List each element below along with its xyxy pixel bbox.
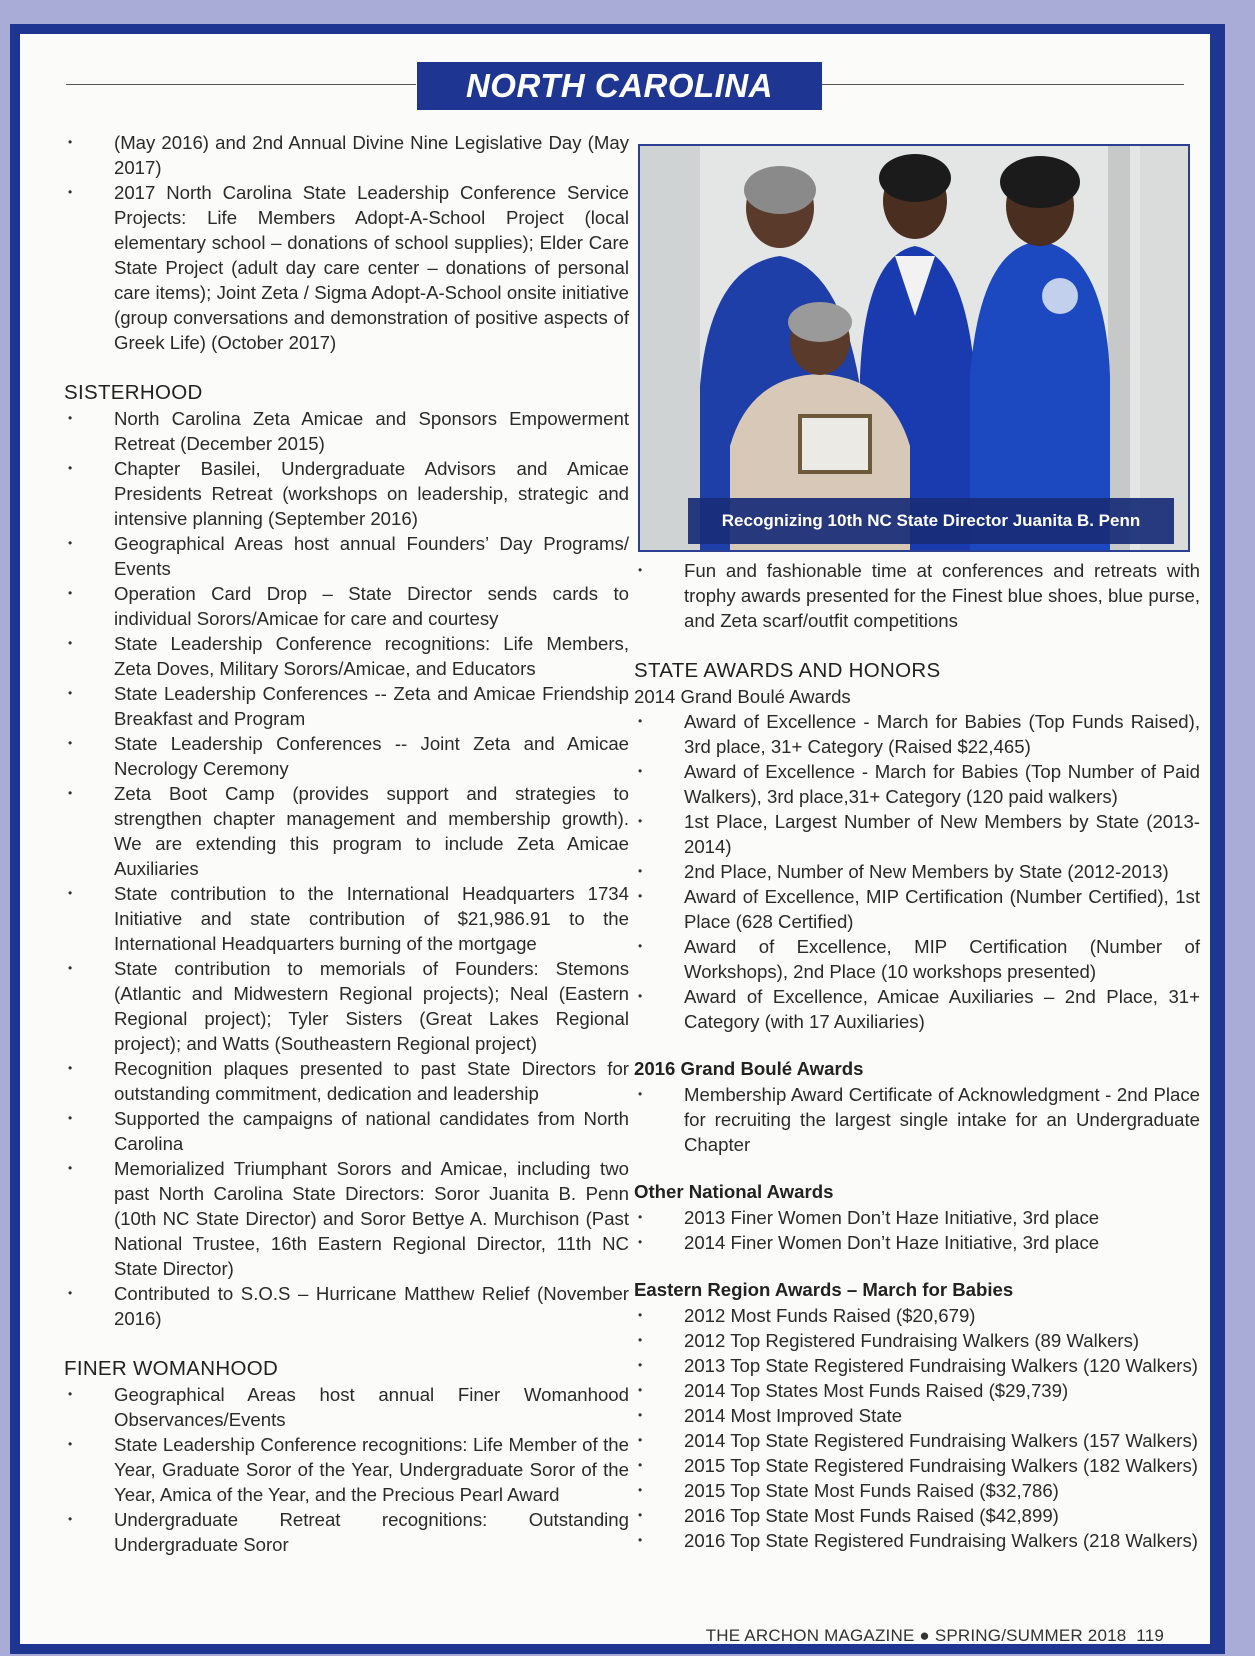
list-item-text: 2014 Finer Women Don’t Haze Initiative, 3rd place — [684, 1232, 1100, 1253]
other-national-awards-list — [634, 1205, 1200, 1255]
grand-boule-2016-heading: 2016 Grand Boulé Awards — [634, 1058, 864, 1079]
list-item — [64, 1281, 629, 1331]
bullet-icon: • — [68, 135, 73, 149]
bullet-icon: • — [638, 939, 643, 953]
bullet-icon: • — [68, 786, 73, 800]
grand-boule-2014-list — [634, 709, 1200, 1034]
list-item — [634, 1328, 1200, 1353]
list-item — [634, 884, 1200, 934]
grand-boule-2016-list — [634, 1082, 1200, 1157]
bullet-icon: • — [68, 185, 73, 199]
list-item-text: State Leadership Conferences -- Zeta and Amicae Friendship Breakfast and Program — [114, 683, 629, 729]
bullet-icon: • — [638, 1433, 643, 1447]
list-item-text: 2nd Place, Number of New Members by State (2012-2013) — [684, 861, 1169, 882]
bullet-icon: • — [68, 636, 73, 650]
bullet-icon: • — [638, 1383, 643, 1397]
list-item — [64, 456, 629, 531]
bullet-icon: • — [638, 864, 643, 878]
bullet-icon: • — [638, 989, 643, 1003]
continued-list — [634, 558, 1200, 633]
list-item-text: Award of Excellence - March for Babies (Top Funds Raised), 3rd place, 31+ Category (Raised $22,465) — [684, 711, 1200, 757]
bullet-icon: • — [638, 1458, 643, 1472]
list-item-text: Operation Card Drop – State Director sends cards to individual Sorors/Amicae for care and courtesy — [114, 583, 629, 629]
list-item — [634, 1403, 1200, 1428]
list-item-text: Fun and fashionable time at conferences and retreats with trophy awards presented for the Finest blue shoes, blue purse, and Zeta scarf/outfit competitions — [684, 560, 1200, 631]
list-item-text: 2013 Finer Women Don’t Haze Initiative, 3rd place — [684, 1207, 1100, 1228]
list-item — [64, 956, 629, 1056]
list-item-text: 2015 Top State Most Funds Raised ($32,786) — [684, 1480, 1059, 1501]
list-item — [634, 1428, 1200, 1453]
right-column — [634, 558, 1200, 1553]
eastern-region-list — [634, 1303, 1200, 1553]
eastern-region-heading: Eastern Region Awards – March for Babies — [634, 1279, 1014, 1300]
header-rule-left — [66, 84, 416, 85]
list-item — [64, 1382, 629, 1432]
bullet-icon: • — [638, 563, 643, 577]
bullet-icon: • — [68, 1512, 73, 1526]
list-item-text: Contributed to S.O.S – Hurricane Matthew Relief (November 2016) — [114, 1283, 629, 1329]
list-item — [634, 1230, 1200, 1255]
list-item-text: 2012 Top Registered Fundraising Walkers (89 Walkers) — [684, 1330, 1140, 1351]
list-item-text: Recognition plaques presented to past State Directors for outstanding commitment, dedication and leadership — [114, 1058, 629, 1104]
bullet-icon: • — [68, 1286, 73, 1300]
header-rule-right — [822, 84, 1184, 85]
list-item — [64, 531, 629, 581]
list-item — [64, 581, 629, 631]
list-item — [634, 1205, 1200, 1230]
left-column — [64, 130, 629, 1557]
magazine-name: THE ARCHON MAGAZINE — [705, 1626, 915, 1645]
list-item — [64, 130, 629, 180]
list-item — [64, 681, 629, 731]
list-item-text: 2016 Top State Most Funds Raised ($42,899) — [684, 1505, 1059, 1526]
finer-womanhood-heading: FINER WOMANHOOD — [64, 1357, 279, 1380]
list-item — [634, 1478, 1200, 1503]
page-title: NORTH CAROLINA — [417, 62, 822, 110]
list-item — [64, 731, 629, 781]
list-item — [634, 1353, 1200, 1378]
list-item-text: Geographical Areas host annual Finer Womanhood Observances/Events — [114, 1384, 629, 1430]
award-photo — [638, 144, 1190, 552]
bullet-icon: • — [638, 1087, 643, 1101]
awards-heading: STATE AWARDS AND HONORS — [634, 659, 941, 682]
list-item — [634, 759, 1200, 809]
list-item-text: Award of Excellence - March for Babies (Top Number of Paid Walkers), 3rd place,31+ Category (120 paid walkers) — [684, 761, 1200, 807]
bullet-icon: • — [68, 586, 73, 600]
bullet-icon: • — [638, 889, 643, 903]
bullet-icon: • — [68, 1437, 73, 1451]
list-item-text: North Carolina Zeta Amicae and Sponsors Empowerment Retreat (December 2015) — [114, 408, 629, 454]
bullet-icon: • — [638, 1408, 643, 1422]
list-item-text: Award of Excellence, Amicae Auxiliaries – 2nd Place, 31+ Category (with 17 Auxiliaries) — [684, 986, 1200, 1032]
list-item-text: Membership Award Certificate of Acknowledgment - 2nd Place for recruiting the largest single intake for an Undergraduate Chapter — [684, 1084, 1200, 1155]
bullet-icon: • — [638, 1333, 643, 1347]
list-item — [64, 781, 629, 881]
list-item — [634, 1453, 1200, 1478]
list-item-text: State contribution to memorials of Founders: Stemons (Atlantic and Midwestern Regional projects); Neal (Eastern Regional project); Tyler Sisters (Great Lakes Regional project); and Watts (Southeastern Regional project) — [114, 958, 629, 1054]
list-item-text: Zeta Boot Camp (provides support and strategies to strengthen chapter management and membership growth). We are extending this program to include Zeta Amicae Auxiliaries — [114, 783, 629, 879]
list-item — [64, 406, 629, 456]
list-item — [64, 1056, 629, 1106]
bullet-icon: • — [638, 814, 643, 828]
list-item — [64, 1507, 629, 1557]
finer-womanhood-list — [64, 1382, 629, 1557]
bullet-icon: • — [68, 886, 73, 900]
grand-boule-2014-heading: 2014 Grand Boulé Awards — [634, 686, 851, 707]
bullet-icon: • — [68, 736, 73, 750]
page-number: 119 — [1136, 1626, 1164, 1645]
list-item-text: Undergraduate Retreat recognitions: Outstanding Undergraduate Soror — [114, 1509, 629, 1555]
list-item-text: (May 2016) and 2nd Annual Divine Nine Legislative Day (May 2017) — [114, 132, 629, 178]
bullet-icon: • — [68, 536, 73, 550]
list-item — [64, 631, 629, 681]
list-item-text: 2012 Most Funds Raised ($20,679) — [684, 1305, 976, 1326]
bullet-icon: • — [638, 714, 643, 728]
list-item-text: Award of Excellence, MIP Certification (Number Certified), 1st Place (628 Certified) — [684, 886, 1200, 932]
list-item-text: 2016 Top State Registered Fundraising Walkers (218 Walkers) — [684, 1530, 1198, 1551]
other-national-awards-heading: Other National Awards — [634, 1181, 834, 1202]
footer-separator: ● — [919, 1626, 930, 1645]
list-item — [634, 1503, 1200, 1528]
list-item-text: 2014 Top State Registered Fundraising Walkers (157 Walkers) — [684, 1430, 1198, 1451]
list-item — [64, 881, 629, 956]
list-item-text: 1st Place, Largest Number of New Members by State (2013-2014) — [684, 811, 1200, 857]
bullet-icon: • — [68, 461, 73, 475]
bullet-icon: • — [68, 686, 73, 700]
bullet-icon: • — [638, 1483, 643, 1497]
photo-caption: Recognizing 10th NC State Director Juanita B. Penn — [688, 498, 1174, 544]
list-item-text: Supported the campaigns of national candidates from North Carolina — [114, 1108, 629, 1154]
photo-illustration — [640, 146, 1188, 550]
sisterhood-list — [64, 406, 629, 1331]
list-item — [64, 1432, 629, 1507]
list-item-text: State Leadership Conferences -- Joint Zeta and Amicae Necrology Ceremony — [114, 733, 629, 779]
list-item — [64, 1106, 629, 1156]
bullet-icon: • — [68, 1111, 73, 1125]
list-item-text: State Leadership Conference recognitions: Life Member of the Year, Graduate Soror of the Year, Undergraduate Soror of the Year, Amica of the Year, and the Precious Pearl Award — [114, 1434, 629, 1505]
bullet-icon: • — [638, 1210, 643, 1224]
bullet-icon: • — [638, 764, 643, 778]
magazine-page — [20, 34, 1210, 1644]
list-item-text: Award of Excellence, MIP Certification (Number of Workshops), 2nd Place (10 workshops presented) — [684, 936, 1200, 982]
bullet-icon: • — [638, 1308, 643, 1322]
list-item — [634, 1528, 1200, 1553]
issue-label: SPRING/SUMMER 2018 — [934, 1626, 1127, 1645]
list-item-text: State contribution to the International Headquarters 1734 Initiative and state contribution of $21,986.91 to the International Headquarters burning of the mortgage — [114, 883, 629, 954]
page-border — [10, 24, 1225, 1654]
list-item-text: 2017 North Carolina State Leadership Conference Service Projects: Life Members Adopt-A-School Project (local elementary school – donations of school supplies); Elder Care State Project (adult day care center – donations of personal care items); Joint Zeta / Sigma Adopt-A-School onsite initiative (group conversations and demonstration of positive aspects of Greek Life) (October 2017) — [114, 182, 629, 353]
list-item — [634, 1082, 1200, 1157]
list-item — [64, 180, 629, 355]
list-item-text: 2013 Top State Registered Fundraising Walkers (120 Walkers) — [684, 1355, 1198, 1376]
bullet-icon: • — [68, 411, 73, 425]
list-item-text: 2015 Top State Registered Fundraising Walkers (182 Walkers) — [684, 1455, 1198, 1476]
bullet-icon: • — [638, 1358, 643, 1372]
list-item-text: Geographical Areas host annual Founders’ Day Programs/ Events — [114, 533, 629, 579]
bullet-icon: • — [68, 1387, 73, 1401]
page-footer — [706, 1626, 1164, 1646]
list-item — [634, 1303, 1200, 1328]
bullet-icon: • — [68, 1161, 73, 1175]
bullet-icon: • — [638, 1533, 643, 1547]
bullet-icon: • — [638, 1235, 643, 1249]
bullet-icon: • — [68, 961, 73, 975]
bullet-icon: • — [638, 1508, 643, 1522]
list-item — [634, 859, 1200, 884]
sisterhood-heading: SISTERHOOD — [64, 381, 203, 404]
list-item — [634, 984, 1200, 1034]
list-item — [634, 1378, 1200, 1403]
list-item — [64, 1156, 629, 1281]
list-item — [634, 809, 1200, 859]
list-item-text: Memorialized Triumphant Sorors and Amicae, including two past North Carolina State Directors: Soror Juanita B. Penn (10th NC State Director) and Soror Bettye A. Murchison (Past National Trustee, 16th Eastern Regional Director, 11th NC State Director) — [114, 1158, 629, 1279]
list-item-text: State Leadership Conference recognitions: Life Members, Zeta Doves, Military Sorors/Amicae, and Educators — [114, 633, 629, 679]
list-item — [634, 709, 1200, 759]
list-item — [634, 558, 1200, 633]
bullet-icon: • — [68, 1061, 73, 1075]
intro-list — [64, 130, 629, 355]
list-item-text: Chapter Basilei, Undergraduate Advisors and Amicae Presidents Retreat (workshops on leadership, strategic and intensive planning (September 2016) — [114, 458, 629, 529]
list-item-text: 2014 Most Improved State — [684, 1405, 903, 1426]
list-item-text: 2014 Top States Most Funds Raised ($29,739) — [684, 1380, 1069, 1401]
list-item — [634, 934, 1200, 984]
